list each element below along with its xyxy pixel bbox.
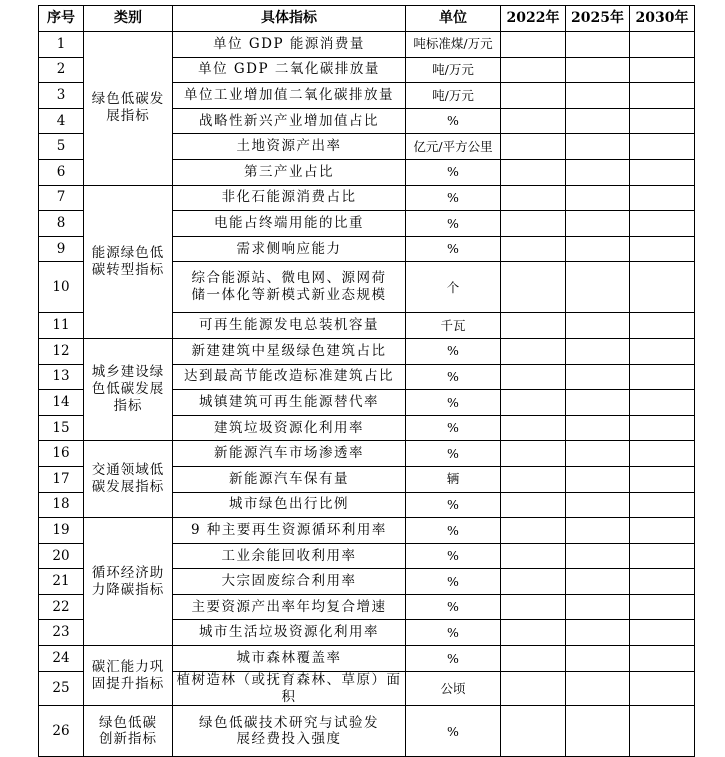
row-number: 12 [39, 338, 84, 364]
target-2025-cell [566, 32, 630, 58]
target-2022-cell [501, 338, 566, 364]
indicator-cell [173, 543, 406, 569]
target-2030-cell [630, 236, 695, 262]
target-2022-cell [501, 620, 566, 646]
indicator-table [38, 5, 695, 757]
category-label: 能源绿色低碳转型指标 [91, 244, 165, 278]
unit-cell: % [406, 185, 501, 211]
target-2022-cell [501, 390, 566, 416]
unit-cell: % [406, 706, 501, 757]
indicator-label: 单位 GDP 能源消费量 [213, 35, 365, 52]
indicator-label: 战略性新兴产业增加值占比 [199, 112, 379, 129]
row-number: 26 [39, 706, 84, 757]
indicator-label: 单位工业增加值二氧化碳排放量 [184, 87, 394, 104]
target-2022-cell [501, 159, 566, 185]
target-2025-cell [566, 646, 630, 672]
indicator-label: 9 种主要再生资源循环利用率 [191, 521, 387, 538]
target-2025-cell [566, 441, 630, 467]
target-2022-cell [501, 364, 566, 390]
target-2030-cell [630, 338, 695, 364]
category-label: 绿色低碳发展指标 [91, 91, 165, 125]
target-2022-cell [501, 57, 566, 83]
target-2022-cell [501, 646, 566, 672]
indicator-label: 城镇建筑可再生能源替代率 [199, 393, 379, 410]
row-number: 6 [39, 159, 84, 185]
target-2030-cell [630, 185, 695, 211]
unit-cell: % [406, 108, 501, 134]
target-2025-cell [566, 706, 630, 757]
target-2025-cell [566, 83, 630, 109]
indicator-label: 城市生活垃圾资源化利用率 [199, 624, 379, 641]
header-row [39, 6, 695, 32]
category-label: 绿色低碳创新指标 [98, 714, 157, 748]
unit-cell: % [406, 518, 501, 544]
table-body [39, 32, 695, 757]
indicator-label: 可再生能源发电总装机容量 [199, 317, 379, 334]
table-row [39, 518, 695, 544]
row-number: 17 [39, 466, 84, 492]
indicator-cell [173, 441, 406, 467]
indicator-label: 非化石能源消费占比 [221, 189, 357, 206]
category-label: 循环经济助力降碳指标 [91, 564, 165, 598]
category-cell [84, 338, 173, 440]
unit-cell: % [406, 594, 501, 620]
target-2025-cell [566, 466, 630, 492]
target-2022-cell [501, 441, 566, 467]
row-number: 16 [39, 441, 84, 467]
indicator-label: 土地资源产出率 [236, 138, 342, 155]
indicator-cell [173, 313, 406, 339]
indicator-cell [173, 236, 406, 262]
target-2025-cell [566, 313, 630, 339]
target-2030-cell [630, 646, 695, 672]
header-indicator: 具体指标 [173, 6, 406, 32]
indicator-cell [173, 390, 406, 416]
target-2022-cell [501, 706, 566, 757]
category-cell [84, 185, 173, 338]
table-row [39, 338, 695, 364]
row-number: 25 [39, 671, 84, 706]
unit-cell: % [406, 569, 501, 595]
category-label: 城乡建设绿色低碳发展指标 [91, 364, 165, 415]
row-number: 11 [39, 313, 84, 339]
row-number: 7 [39, 185, 84, 211]
row-number: 8 [39, 211, 84, 237]
unit-cell: % [406, 620, 501, 646]
target-2022-cell [501, 236, 566, 262]
target-2030-cell [630, 134, 695, 160]
indicator-label: 植树造林（或抚育森林、草原）面积 [176, 671, 402, 705]
target-2030-cell [630, 569, 695, 595]
target-2025-cell [566, 211, 630, 237]
indicator-cell [173, 671, 406, 706]
target-2025-cell [566, 262, 630, 313]
row-number: 5 [39, 134, 84, 160]
row-number: 22 [39, 594, 84, 620]
category-cell [84, 518, 173, 646]
target-2022-cell [501, 83, 566, 109]
target-2030-cell [630, 466, 695, 492]
target-2030-cell [630, 706, 695, 757]
target-2030-cell [630, 313, 695, 339]
target-2030-cell [630, 108, 695, 134]
target-2022-cell [501, 211, 566, 237]
target-2025-cell [566, 543, 630, 569]
target-2022-cell [501, 492, 566, 518]
row-number: 1 [39, 32, 84, 58]
indicator-label: 需求侧响应能力 [236, 240, 342, 257]
row-number: 24 [39, 646, 84, 672]
target-2022-cell [501, 466, 566, 492]
target-2025-cell [566, 236, 630, 262]
target-2030-cell [630, 415, 695, 441]
row-number: 4 [39, 108, 84, 134]
table-row [39, 706, 695, 757]
table-row [39, 441, 695, 467]
unit-cell: 公顷 [406, 671, 501, 706]
unit-cell: % [406, 543, 501, 569]
unit-cell: % [406, 338, 501, 364]
row-number: 21 [39, 569, 84, 595]
target-2025-cell [566, 671, 630, 706]
indicator-cell [173, 569, 406, 595]
indicator-cell [173, 415, 406, 441]
unit-cell: 辆 [406, 466, 501, 492]
unit-cell: 吨/万元 [406, 83, 501, 109]
target-2030-cell [630, 543, 695, 569]
indicator-label: 绿色低碳技术研究与试验发展经费投入强度 [199, 714, 379, 748]
target-2022-cell [501, 262, 566, 313]
indicator-label: 主要资源产出率年均复合增速 [191, 598, 387, 615]
category-label: 交通领域低碳发展指标 [91, 462, 165, 496]
target-2030-cell [630, 594, 695, 620]
unit-cell: % [406, 364, 501, 390]
target-2030-cell [630, 159, 695, 185]
unit-cell: % [406, 646, 501, 672]
unit-cell: 吨/万元 [406, 57, 501, 83]
indicator-label: 综合能源站、微电网、源网荷储一体化等新模式新业态规模 [191, 270, 387, 304]
target-2022-cell [501, 108, 566, 134]
unit-cell: % [406, 236, 501, 262]
unit-cell: 个 [406, 262, 501, 313]
unit-cell: % [406, 492, 501, 518]
target-2022-cell [501, 543, 566, 569]
table-row [39, 32, 695, 58]
row-number: 23 [39, 620, 84, 646]
unit-cell: 吨标准煤/万元 [406, 32, 501, 58]
target-2030-cell [630, 620, 695, 646]
row-number: 10 [39, 262, 84, 313]
unit-cell: % [406, 211, 501, 237]
row-number: 13 [39, 364, 84, 390]
table-row [39, 646, 695, 672]
target-2022-cell [501, 671, 566, 706]
target-2030-cell [630, 32, 695, 58]
target-2030-cell [630, 262, 695, 313]
indicator-label: 城市森林覆盖率 [236, 649, 342, 666]
category-label: 碳汇能力巩固提升指标 [91, 658, 165, 692]
indicator-cell [173, 620, 406, 646]
target-2030-cell [630, 671, 695, 706]
target-2030-cell [630, 390, 695, 416]
target-2022-cell [501, 569, 566, 595]
target-2022-cell [501, 313, 566, 339]
target-2030-cell [630, 364, 695, 390]
row-number: 19 [39, 518, 84, 544]
header-no: 序号 [39, 6, 84, 32]
target-2025-cell [566, 620, 630, 646]
indicator-cell [173, 338, 406, 364]
row-number: 15 [39, 415, 84, 441]
indicator-label: 电能占终端用能的比重 [214, 215, 364, 232]
indicator-cell [173, 159, 406, 185]
category-cell [84, 441, 173, 518]
unit-cell: % [406, 415, 501, 441]
target-2030-cell [630, 57, 695, 83]
indicator-cell [173, 83, 406, 109]
target-2022-cell [501, 134, 566, 160]
target-2025-cell [566, 594, 630, 620]
indicator-label: 新能源汽车保有量 [229, 470, 349, 487]
indicator-cell [173, 518, 406, 544]
category-cell [84, 32, 173, 186]
target-2030-cell [630, 441, 695, 467]
indicator-label: 第三产业占比 [244, 163, 334, 180]
target-2025-cell [566, 134, 630, 160]
indicator-label: 新能源汽车市场渗透率 [214, 445, 364, 462]
header-category: 类别 [84, 6, 173, 32]
row-number: 18 [39, 492, 84, 518]
category-cell [84, 646, 173, 706]
row-number: 20 [39, 543, 84, 569]
target-2030-cell [630, 518, 695, 544]
unit-cell: % [406, 159, 501, 185]
target-2025-cell [566, 57, 630, 83]
indicator-cell [173, 646, 406, 672]
indicator-cell [173, 594, 406, 620]
indicator-cell [173, 108, 406, 134]
unit-cell: % [406, 441, 501, 467]
row-number: 14 [39, 390, 84, 416]
target-2025-cell [566, 364, 630, 390]
unit-cell: 亿元/平方公里 [406, 134, 501, 160]
indicator-cell [173, 32, 406, 58]
row-number: 2 [39, 57, 84, 83]
header-unit: 单位 [406, 6, 501, 32]
target-2022-cell [501, 185, 566, 211]
indicator-cell [173, 211, 406, 237]
target-2022-cell [501, 518, 566, 544]
unit-cell: % [406, 390, 501, 416]
indicator-cell [173, 492, 406, 518]
indicator-label: 城市绿色出行比例 [229, 496, 349, 513]
target-2030-cell [630, 492, 695, 518]
table-row [39, 185, 695, 211]
row-number: 3 [39, 83, 84, 109]
indicator-cell [173, 185, 406, 211]
target-2025-cell [566, 390, 630, 416]
indicator-label: 建筑垃圾资源化利用率 [214, 419, 364, 436]
indicator-cell [173, 466, 406, 492]
target-2025-cell [566, 108, 630, 134]
target-2025-cell [566, 518, 630, 544]
header-year-2022: 2022年 [501, 6, 566, 32]
row-number: 9 [39, 236, 84, 262]
target-2030-cell [630, 211, 695, 237]
indicator-label: 新建建筑中星级绿色建筑占比 [191, 342, 387, 359]
target-2025-cell [566, 492, 630, 518]
indicator-cell [173, 134, 406, 160]
target-2025-cell [566, 159, 630, 185]
indicator-cell [173, 364, 406, 390]
indicator-cell [173, 262, 406, 313]
target-2022-cell [501, 594, 566, 620]
indicator-label: 单位 GDP 二氧化碳排放量 [198, 61, 380, 78]
indicator-label: 大宗固废综合利用率 [221, 573, 357, 590]
category-cell [84, 706, 173, 757]
unit-cell: 千瓦 [406, 313, 501, 339]
target-2022-cell [501, 32, 566, 58]
indicator-cell [173, 57, 406, 83]
target-2025-cell [566, 185, 630, 211]
header-year-2030: 2030年 [630, 6, 695, 32]
header-year-2025: 2025年 [566, 6, 630, 32]
indicator-cell [173, 706, 406, 757]
target-2025-cell [566, 415, 630, 441]
target-2030-cell [630, 83, 695, 109]
target-2025-cell [566, 338, 630, 364]
indicator-label: 达到最高节能改造标准建筑占比 [184, 368, 394, 385]
target-2025-cell [566, 569, 630, 595]
target-2022-cell [501, 415, 566, 441]
indicator-label: 工业余能回收利用率 [221, 547, 357, 564]
